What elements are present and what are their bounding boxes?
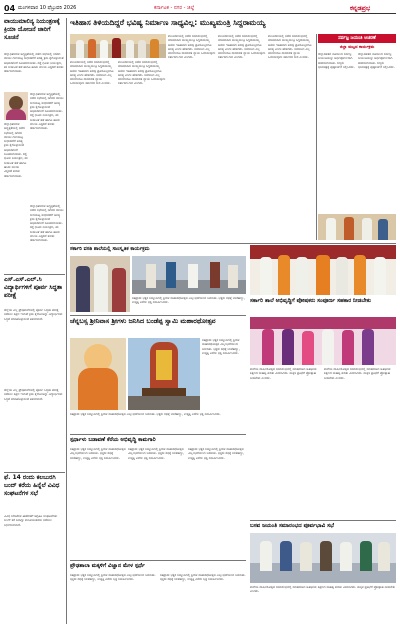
mid-bottom-body-2: ಸಹಸ್ರಾರು ಭಕ್ತರ ಸಮ್ಮುಖದಲ್ಲಿ ಶ್ರೀಗಳ ಮಹಾರಥೋತ್ಸವ ವಿಜೃಂಭಣೆಯಿಂದ ಜರುಗಿತು. ಭಕ್ತರು ರಥಕ್ಕೆ ಬಾಳೆಹಣ್ಣು, ಉತ್ತತ್ತಿ ಎಸೆದು ಭಕ್ತಿ ಸಮರ್ಪಿಸಿದರು. [160,573,246,582]
col1-body-1c: ಜಿಲ್ಲಾಧಿಕಾರಿಗಳ ಅಧ್ಯಕ್ಷತೆಯಲ್ಲಿ ನಡೆದ ಸಭೆಯಲ್ಲಿ ನಗರದ ವಾಯು ಗುಣಮಟ್ಟ ಸುಧಾರಣೆಗೆ ಅಗತ್ಯ ಕ್ರಮ ಕೈಗೊಳ್ಳುವಂತೆ ಅಧಿಕಾರಿಗಳಿಗೆ ಸೂಚಿಸಲಾಯಿತು. ರಸ್ತೆ ಧೂಳು ನಿಯಂತ್ರಣ, ಕಸ ಸುಡುವಿಕೆ ತಡೆ ಹಾಗೂ ಹಸಿರು ವಲಯ ವಿಸ್ತರಣೆ ಕುರಿತು ಚರ್ಚಿಸಲಾಯಿತು. [4,122,28,178]
col1-body-3: ವಿವಿಧ ಬೇಡಿಕೆಗಳ ಈಡೇರಿಕೆಗೆ ಆಗ್ರಹಿಸಿ ಸಂಘಟನೆಗಳು ಬಂದ್ ಕರೆ ನೀಡಿದ್ದು ಶಾಂತಿಯುತವಾಗಿ ನಡೆಸಲು ನಿರ್ಧರಿಸಲಾಗಿದೆ. [4,514,58,527]
chariot-photo [128,338,200,410]
lead-body-5: ಕಲಬುರಗಿಯಲ್ಲಿ ನಡೆದ ಸಮಾರಂಭದಲ್ಲಿ ಮಾತನಾಡಿದ ಮುಖ್ಯಮಂತ್ರಿ ಸಿದ್ದರಾಮಯ್ಯ ಅವರು ಇತಿಹಾಸದ ಅರಿವು ಪ್ರತಿಯೊಬ್ಬರಿಗೂ ಅಗತ್ಯ ಎಂದು ಹೇಳಿದರು. ಸಮಾಜದ ಎಲ್ಲ ವರ್ಗಗಳಿಗೂ ಸಾಮಾಜಿಕ ನ್ಯಾಯ ಒದಗಿಸುವುದು ಸರ್ಕಾರದ ಗುರಿ ಎಂದರು. [268,34,312,60]
col1-headline-2: ಎಸ್.ಎಸ್.ಎಲ್.ಸಿ ವಿದ್ಯಾರ್ಥಿಗಳಿಗೆ ಪೂರ್ವ ಸಿದ್ಧತಾ ಪರೀಕ್ಷೆ [4,276,63,299]
col1-body-1b: ಜಿಲ್ಲಾಧಿಕಾರಿಗಳ ಅಧ್ಯಕ್ಷತೆಯಲ್ಲಿ ನಡೆದ ಸಭೆಯಲ್ಲಿ ನಗರದ ವಾಯು ಗುಣಮಟ್ಟ ಸುಧಾರಣೆಗೆ ಅಗತ್ಯ ಕ್ರಮ ಕೈಗೊಳ್ಳುವಂತೆ ಅಧಿಕಾರಿಗಳಿಗೆ ಸೂಚಿಸಲಾಯಿತು. ರಸ್ತೆ ಧೂಳು ನಿಯಂತ್ರಣ, ಕಸ ಸುಡುವಿಕೆ ತಡೆ ಹಾಗೂ ಹಸಿರು ವಲಯ ವಿಸ್ತರಣೆ ಕುರಿತು ಚರ್ಚಿಸಲಾಯಿತು. [30,92,64,131]
lead-body-2: ಕಲಬುರಗಿಯಲ್ಲಿ ನಡೆದ ಸಮಾರಂಭದಲ್ಲಿ ಮಾತನಾಡಿದ ಮುಖ್ಯಮಂತ್ರಿ ಸಿದ್ದರಾಮಯ್ಯ ಅವರು ಇತಿಹಾಸದ ಅರಿವು ಪ್ರತಿಯೊಬ್ಬರಿಗೂ ಅಗತ್ಯ ಎಂದು ಹೇಳಿದರು. ಸಮಾಜದ ಎಲ್ಲ ವರ್ಗಗಳಿಗೂ ಸಾಮಾಜಿಕ ನ್ಯಾಯ ಒದಗಿಸುವುದು ಸರ್ಕಾರದ ಗುರಿ ಎಂದರು. [118,60,166,86]
right-top-sub: ಜಿಲ್ಲಾ ಮಟ್ಟದ ಕಾರ್ಯಕ್ರಮ [339,44,375,49]
swami-photo [70,338,126,410]
mid-body-1: ಸಹಸ್ರಾರು ಭಕ್ತರ ಸಮ್ಮುಖದಲ್ಲಿ ಶ್ರೀಗಳ ಮಹಾರಥೋತ್ಸವ ವಿಜೃಂಭಣೆಯಿಂದ ಜರುಗಿತು. ಭಕ್ತರು ರಥಕ್ಕೆ ಬಾಳೆಹಣ್ಣು, ಉತ್ತತ್ತಿ ಎಸೆದು ಭಕ್ತಿ ಸಮರ್ಪಿಸಿದರು. [202,338,240,355]
col1-body-1d: ಜಿಲ್ಲಾಧಿಕಾರಿಗಳ ಅಧ್ಯಕ್ಷತೆಯಲ್ಲಿ ನಡೆದ ಸಭೆಯಲ್ಲಿ ನಗರದ ವಾಯು ಗುಣಮಟ್ಟ ಸುಧಾರಣೆಗೆ ಅಗತ್ಯ ಕ್ರಮ ಕೈಗೊಳ್ಳುವಂತೆ ಅಧಿಕಾರಿಗಳಿಗೆ ಸೂಚಿಸಲಾಯಿತು. ರಸ್ತೆ ಧೂಳು ನಿಯಂತ್ರಣ, ಕಸ ಸುಡುವಿಕೆ ತಡೆ ಹಾಗೂ ಹಸಿರು ವಲಯ ವಿಸ್ತರಣೆ ಕುರಿತು ಚರ್ಚಿಸಲಾಯಿತು. [30,204,64,243]
col1-body-2b: ಜಿಲ್ಲೆಯ ಎಲ್ಲ ಪ್ರೌಢಶಾಲೆಗಳಲ್ಲಿ ಪೂರ್ವ ಸಿದ್ಧತಾ ಪರೀಕ್ಷೆ ನಡೆಸಲು ಶಿಕ್ಷಣ ಇಲಾಖೆ ಕ್ರಮ ಕೈಗೊಂಡಿದ್ದು ವಿದ್ಯಾರ್ಥಿಗಳು ಸಿದ್ಧತೆ ಮಾಡಿಕೊಳ್ಳುವಂತೆ ತಿಳಿಸಲಾಗಿದೆ. [4,388,63,401]
mid-bottom-body-1: ಸಹಸ್ರಾರು ಭಕ್ತರ ಸಮ್ಮುಖದಲ್ಲಿ ಶ್ರೀಗಳ ಮಹಾರಥೋತ್ಸವ ವಿಜೃಂಭಣೆಯಿಂದ ಜರುಗಿತು. ಭಕ್ತರು ರಥಕ್ಕೆ ಬಾಳೆಹಣ್ಣು, ಉತ್ತತ್ತಿ ಎಸೆದು ಭಕ್ತಿ ಸಮರ್ಪಿಸಿದರು. [70,573,156,582]
mid-sub-body-1: ಸಹಸ್ರಾರು ಭಕ್ತರ ಸಮ್ಮುಖದಲ್ಲಿ ಶ್ರೀಗಳ ಮಹಾರಥೋತ್ಸವ ವಿಜೃಂಭಣೆಯಿಂದ ಜರುಗಿತು. ಭಕ್ತರು ರಥಕ್ಕೆ ಬಾಳೆಹಣ್ಣು, ಉತ್ತತ್ತಿ ಎಸೆದು ಭಕ್ತಿ ಸಮರ್ಪಿಸಿದರು. [70,447,126,460]
mid-sub-body-3: ಸಹಸ್ರಾರು ಭಕ್ತರ ಸಮ್ಮುಖದಲ್ಲಿ ಶ್ರೀಗಳ ಮಹಾರಥೋತ್ಸವ ವಿಜೃಂಭಣೆಯಿಂದ ಜರುಗಿತು. ಭಕ್ತರು ರಥಕ್ಕೆ ಬಾಳೆಹಣ್ಣು, ಉತ್ತತ್ತಿ ಎಸೆದು ಭಕ್ತಿ ಸಮರ್ಪಿಸಿದರು. [188,447,245,460]
right-bottom-body: ಶಾಲೆಯ ವಾರ್ಷಿಕೋತ್ಸವ ಸಮಾರಂಭದಲ್ಲಿ ಮಾತನಾಡಿದ ಅತಿಥಿಗಳು ಶಿಕ್ಷಣದ ಮಹತ್ವ ಕುರಿತು ವಿವರಿಸಿದರು. ಮಕ್ಕಳ ಪ್ರತಿಭೆಗೆ ಪ್ರೋತ್ಸಾಹ ನೀಡಬೇಕು ಎಂದರು. [250,585,396,594]
event-photo-left [70,256,130,312]
right-bottom-headline: ಬಸವ ಜಯಂತಿ ಸಮಾರಂಭದ ಪೂರ್ವಭಾವಿ ಸಭೆ [250,523,334,529]
right-mid-body-1: ಶಾಲೆಯ ವಾರ್ಷಿಕೋತ್ಸವ ಸಮಾರಂಭದಲ್ಲಿ ಮಾತನಾಡಿದ ಅತಿಥಿಗಳು ಶಿಕ್ಷಣದ ಮಹತ್ವ ಕುರಿತು ವಿವರಿಸಿದರು. ಮಕ್ಕಳ ಪ್ರತಿಭೆಗೆ ಪ್ರೋತ್ಸಾಹ ನೀಡಬೇಕು ಎಂದರು. [250,367,317,380]
lead-photo [70,34,166,58]
page-number: 04 [4,4,16,13]
col1-body-2: ಜಿಲ್ಲೆಯ ಎಲ್ಲ ಪ್ರೌಢಶಾಲೆಗಳಲ್ಲಿ ಪೂರ್ವ ಸಿದ್ಧತಾ ಪರೀಕ್ಷೆ ನಡೆಸಲು ಶಿಕ್ಷಣ ಇಲಾಖೆ ಕ್ರಮ ಕೈಗೊಂಡಿದ್ದು ವಿದ್ಯಾರ್ಥಿಗಳು ಸಿದ್ಧತೆ ಮಾಡಿಕೊಳ್ಳುವಂತೆ ತಿಳಿಸಲಾಗಿದೆ. [4,308,63,321]
mid-sub-body-2: ಸಹಸ್ರಾರು ಭಕ್ತರ ಸಮ್ಮುಖದಲ್ಲಿ ಶ್ರೀಗಳ ಮಹಾರಥೋತ್ಸವ ವಿಜೃಂಭಣೆಯಿಂದ ಜರುಗಿತು. ಭಕ್ತರು ರಥಕ್ಕೆ ಬಾಳೆಹಣ್ಣು, ಉತ್ತತ್ತಿ ಎಸೆದು ಭಕ್ತಿ ಸಮರ್ಪಿಸಿದರು. [128,447,185,460]
meeting-photo [250,533,396,583]
lead-body-1: ಕಲಬುರಗಿಯಲ್ಲಿ ನಡೆದ ಸಮಾರಂಭದಲ್ಲಿ ಮಾತನಾಡಿದ ಮುಖ್ಯಮಂತ್ರಿ ಸಿದ್ದರಾಮಯ್ಯ ಅವರು ಇತಿಹಾಸದ ಅರಿವು ಪ್ರತಿಯೊಬ್ಬರಿಗೂ ಅಗತ್ಯ ಎಂದು ಹೇಳಿದರು. ಸಮಾಜದ ಎಲ್ಲ ವರ್ಗಗಳಿಗೂ ಸಾಮಾಜಿಕ ನ್ಯಾಯ ಒದಗಿಸುವುದು ಸರ್ಕಾರದ ಗುರಿ ಎಂದರು. [70,60,114,86]
page-header [4,4,396,14]
right-top-body: ಜಿಲ್ಲಾಡಳಿತದ ವತಿಯಿಂದ ಸರ್ವಜ್ಞ ಜಯಂತಿಯನ್ನು ಅರ್ಥಪೂರ್ಣವಾಗಿ ಆಚರಿಸಲಾಯಿತು. ಗಣ್ಯರು ಭಾವಚಿತ್ರಕ್ಕೆ ಪುಷ್ಪಾರ್ಚನೆ ಸಲ್ಲಿಸಿದರು. [318,52,355,69]
mid-body-2: ಸಹಸ್ರಾರು ಭಕ್ತರ ಸಮ್ಮುಖದಲ್ಲಿ ಶ್ರೀಗಳ ಮಹಾರಥೋತ್ಸವ ವಿಜೃಂಭಣೆಯಿಂದ ಜರುಗಿತು. ಭಕ್ತರು ರಥಕ್ಕೆ ಬಾಳೆಹಣ್ಣು, ಉತ್ತತ್ತಿ ಎಸೆದು ಭಕ್ತಿ ಸಮರ್ಪಿಸಿದರು. [70,412,221,416]
section-title: ಕರ್ನಾಟಕ - ನಗರ - ಜಿಲ್ಲೆ [154,5,195,11]
school-event-photo [250,317,396,365]
right-mid-headline: ಸರ್ಕಾರಿ ಶಾಲೆ ಅಭಿವೃದ್ಧಿಗೆ ಪೋಷಕರು ಸಂಪೂರ್ಣ ಸಹಕಾರ ನೀಡಬೇಕು [250,298,371,304]
lead-body-4: ಕಲಬುರಗಿಯಲ್ಲಿ ನಡೆದ ಸಮಾರಂಭದಲ್ಲಿ ಮಾತನಾಡಿದ ಮುಖ್ಯಮಂತ್ರಿ ಸಿದ್ದರಾಮಯ್ಯ ಅವರು ಇತಿಹಾಸದ ಅರಿವು ಪ್ರತಿಯೊಬ್ಬರಿಗೂ ಅಗತ್ಯ ಎಂದು ಹೇಳಿದರು. ಸಮಾಜದ ಎಲ್ಲ ವರ್ಗಗಳಿಗೂ ಸಾಮಾಜಿಕ ನ್ಯಾಯ ಒದಗಿಸುವುದು ಸರ್ಕಾರದ ಗುರಿ ಎಂದರು. [218,34,266,60]
right-mid-body-2: ಶಾಲೆಯ ವಾರ್ಷಿಕೋತ್ಸವ ಸಮಾರಂಭದಲ್ಲಿ ಮಾತನಾಡಿದ ಅತಿಥಿಗಳು ಶಿಕ್ಷಣದ ಮಹತ್ವ ಕುರಿತು ವಿವರಿಸಿದರು. ಮಕ್ಕಳ ಪ್ರತಿಭೆಗೆ ಪ್ರೋತ್ಸಾಹ ನೀಡಬೇಕು ಎಂದರು. [324,367,391,380]
event-photo-right [250,245,396,295]
mid-strip-headline: ಸರ್ಕಾರಿ ವಸತಿ ಶಾಲೆಯಲ್ಲಿ ಸಾಂಸ್ಕೃತಿಕ ಕಾರ್ಯಕ್ರಮ [70,246,150,252]
col1-headline-1: ವಾಯುಮಾಲಿನ್ಯ ನಿಯಂತ್ರಣಕ್ಕೆ ಕ್ರಿಯಾ ಯೋಜನೆ ಜಾರಿಗೆ ಸೂಚನೆ [4,18,60,41]
mid-bottom-headline: ಪ್ರೌಢಶಾಲಾ ಮಕ್ಕಳಿಗೆ ವಿಜ್ಞಾನ ಮೇಳ ಸ್ಪರ್ಧೆ [70,563,145,569]
lead-headline: ಇತಿಹಾಸ ತಿಳಿಯದಿದ್ದರೆ ಭವಿಷ್ಯ ನಿರ್ಮಾಣ ಸಾಧ್ಯವಿಲ್ಲ: ಮುಖ್ಯಮಂತ್ರಿ ಸಿದ್ದರಾಮಯ್ಯ [70,18,266,27]
col1-headline-3: ಫೆ. 14 ರಂದು ಕಲಬುರಗಿ ಬಂದ್ ಕರೆಯ ಹಿನ್ನೆಲೆ ವಿವಿಧ ಸಂಘಟನೆಗಳ ಸಭೆ [4,474,60,497]
mid-sub-headline: ಸ್ಪರ್ಧಾಳು ಬಡಾವಣೆ ಕೆರೆಯ ಅಭಿವೃದ್ಧಿ ಕಾಮಗಾರಿ [70,437,156,443]
mid-headline: ಚೆನ್ನಬಸ್ಸ ಶ್ರೀನಿವಾಸ ಶ್ರೀಗಳು ಜನಿಸಿದ ಬಂಡೆಪ್ಪ ಸ್ವಾಮಿ ಮಹಾರಥೋತ್ಸವ [70,317,216,325]
mid-strip-body: ಸಹಸ್ರಾರು ಭಕ್ತರ ಸಮ್ಮುಖದಲ್ಲಿ ಶ್ರೀಗಳ ಮಹಾರಥೋತ್ಸವ ವಿಜೃಂಭಣೆಯಿಂದ ಜರುಗಿತು. ಭಕ್ತರು ರಥಕ್ಕೆ ಬಾಳೆಹಣ್ಣು, ಉತ್ತತ್ತಿ ಎಸೆದು ಭಕ್ತಿ ಸಮರ್ಪಿಸಿದರು. [132,296,245,305]
right-top-body-b: ಜಿಲ್ಲಾಡಳಿತದ ವತಿಯಿಂದ ಸರ್ವಜ್ಞ ಜಯಂತಿಯನ್ನು ಅರ್ಥಪೂರ್ಣವಾಗಿ ಆಚರಿಸಲಾಯಿತು. ಗಣ್ಯರು ಭಾವಚಿತ್ರಕ್ಕೆ ಪುಷ್ಪಾರ್ಚನೆ ಸಲ್ಲಿಸಿದರು. [358,52,395,69]
issue-date: ಮಂಗಳವಾರ 10 ಫೆಬ್ರುವರಿ 2026 [18,5,77,11]
col1-body-1: ಜಿಲ್ಲಾಧಿಕಾರಿಗಳ ಅಧ್ಯಕ್ಷತೆಯಲ್ಲಿ ನಡೆದ ಸಭೆಯಲ್ಲಿ ನಗರದ ವಾಯು ಗುಣಮಟ್ಟ ಸುಧಾರಣೆಗೆ ಅಗತ್ಯ ಕ್ರಮ ಕೈಗೊಳ್ಳುವಂತೆ ಅಧಿಕಾರಿಗಳಿಗೆ ಸೂಚಿಸಲಾಯಿತು. ರಸ್ತೆ ಧೂಳು ನಿಯಂತ್ರಣ, ಕಸ ಸುಡುವಿಕೆ ತಡೆ ಹಾಗೂ ಹಸಿರು ವಲಯ ವಿಸ್ತರಣೆ ಕುರಿತು ಚರ್ಚಿಸಲಾಯಿತು. [4,52,64,74]
masthead-logo: ಕನ್ನಡಪ್ರಭ [350,4,371,12]
right-top-photo [318,214,396,240]
lead-body-3: ಕಲಬುರಗಿಯಲ್ಲಿ ನಡೆದ ಸಮಾರಂಭದಲ್ಲಿ ಮಾತನಾಡಿದ ಮುಖ್ಯಮಂತ್ರಿ ಸಿದ್ದರಾಮಯ್ಯ ಅವರು ಇತಿಹಾಸದ ಅರಿವು ಪ್ರತಿಯೊಬ್ಬರಿಗೂ ಅಗತ್ಯ ಎಂದು ಹೇಳಿದರು. ಸಮಾಜದ ಎಲ್ಲ ವರ್ಗಗಳಿಗೂ ಸಾಮಾಜಿಕ ನ್ಯಾಯ ಒದಗಿಸುವುದು ಸರ್ಕಾರದ ಗುರಿ ಎಂದರು. [168,34,216,60]
reporter-photo [4,92,28,120]
event-photo-center [132,256,246,294]
right-top-band: ಸರ್ವಜ್ಞ ಜಯಂತಿ ಆಚರಣೆ [318,34,396,43]
